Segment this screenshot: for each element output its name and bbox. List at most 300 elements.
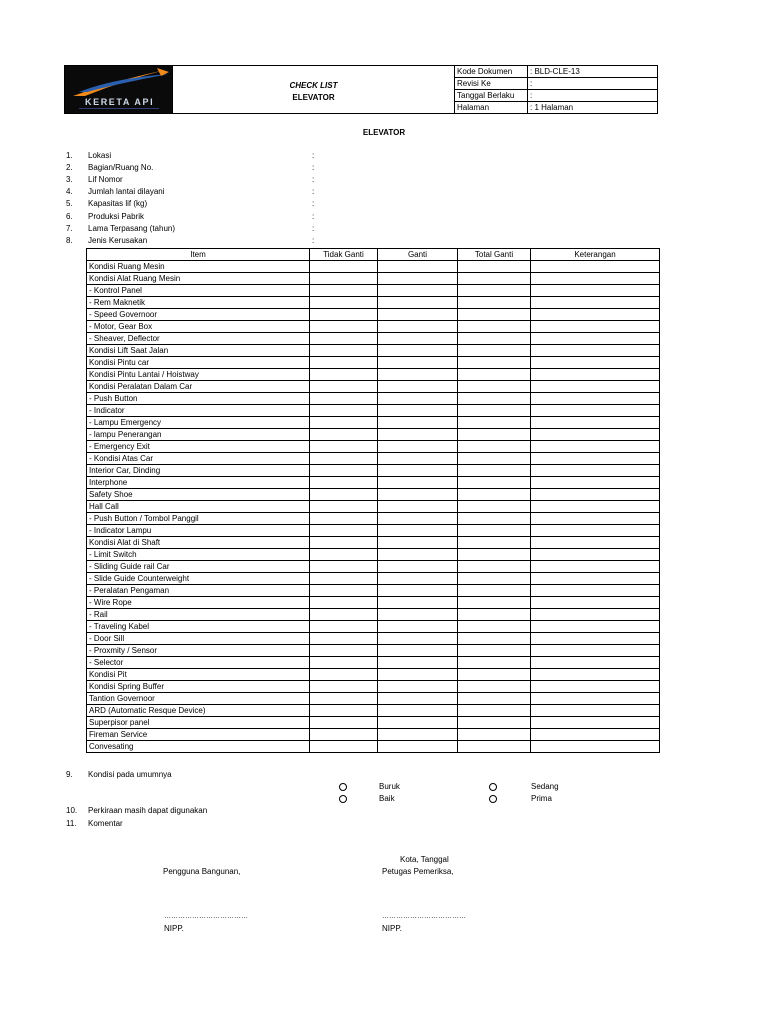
ganti-cell[interactable] <box>378 417 458 429</box>
tidak-ganti-cell[interactable] <box>310 741 378 753</box>
tidak-ganti-cell[interactable] <box>310 369 378 381</box>
keterangan-cell[interactable] <box>531 681 660 693</box>
radio-baik[interactable] <box>339 795 347 803</box>
ganti-cell[interactable] <box>378 465 458 477</box>
radio-label-baik: Baik <box>379 794 395 803</box>
ganti-cell[interactable] <box>378 477 458 489</box>
total-ganti-cell[interactable] <box>458 345 531 357</box>
radio-label-prima: Prima <box>531 794 552 803</box>
total-ganti-cell[interactable] <box>458 705 531 717</box>
ganti-cell[interactable] <box>378 645 458 657</box>
meta-row <box>455 78 658 90</box>
table-row <box>87 417 660 429</box>
total-ganti-cell[interactable] <box>458 285 531 297</box>
tidak-ganti-cell[interactable] <box>310 417 378 429</box>
radio-sedang[interactable] <box>489 783 497 791</box>
ganti-cell[interactable] <box>378 573 458 585</box>
keterangan-cell[interactable] <box>531 561 660 573</box>
item-cell: Kondisi Spring Buffer <box>87 681 310 693</box>
ganti-cell[interactable] <box>378 441 458 453</box>
checklist-table <box>86 248 660 753</box>
doc-title-line2: ELEVATOR <box>292 93 335 102</box>
tidak-ganti-cell[interactable] <box>310 453 378 465</box>
table-row <box>87 729 660 741</box>
field-row <box>66 235 314 247</box>
keterangan-cell[interactable] <box>531 729 660 741</box>
tidak-ganti-cell[interactable] <box>310 381 378 393</box>
document-title-block <box>172 66 455 113</box>
total-ganti-cell[interactable] <box>458 393 531 405</box>
item-cell: Hall Call <box>87 501 310 513</box>
ganti-cell[interactable] <box>378 513 458 525</box>
keterangan-cell[interactable] <box>531 585 660 597</box>
total-ganti-cell[interactable] <box>458 681 531 693</box>
tidak-ganti-cell[interactable] <box>310 285 378 297</box>
meta-value: : BLD-CLE-13 <box>530 67 580 76</box>
meta-value: : <box>530 91 533 100</box>
field-num: 3. <box>66 175 73 185</box>
item-cell: - Speed Governoor <box>87 309 310 321</box>
tidak-ganti-cell[interactable] <box>310 597 378 609</box>
tidak-ganti-cell[interactable] <box>310 477 378 489</box>
meta-key: Halaman <box>455 102 528 114</box>
logo-text: KERETA API <box>85 97 155 107</box>
tidak-ganti-cell[interactable] <box>310 513 378 525</box>
keterangan-cell[interactable] <box>531 357 660 369</box>
field-num: 2. <box>66 163 73 173</box>
field-label: Kapasitas lif (kg) <box>88 199 148 209</box>
total-ganti-cell[interactable] <box>458 669 531 681</box>
item-cell: Kondisi Ruang Mesin <box>87 261 310 273</box>
keterangan-cell[interactable] <box>531 405 660 417</box>
meta-value: : 1 Halaman <box>530 103 574 112</box>
ganti-cell[interactable] <box>378 681 458 693</box>
keterangan-cell[interactable] <box>531 369 660 381</box>
ganti-cell[interactable] <box>378 657 458 669</box>
company-logo <box>65 66 172 113</box>
tidak-ganti-cell[interactable] <box>310 261 378 273</box>
keterangan-cell[interactable] <box>531 513 660 525</box>
tidak-ganti-cell[interactable] <box>310 333 378 345</box>
tidak-ganti-cell[interactable] <box>310 585 378 597</box>
table-row <box>87 429 660 441</box>
col-header-tidak-ganti: Tidak Ganti <box>310 249 378 261</box>
table-row <box>87 381 660 393</box>
ganti-cell[interactable] <box>378 381 458 393</box>
keterangan-cell[interactable] <box>531 273 660 285</box>
total-ganti-cell[interactable] <box>458 537 531 549</box>
keterangan-cell[interactable] <box>531 669 660 681</box>
ganti-cell[interactable] <box>378 561 458 573</box>
item-cell: - Selector <box>87 657 310 669</box>
item-cell: - Kondisi Atas Car <box>87 453 310 465</box>
field-sep: : <box>312 211 315 221</box>
meta-key: Kode Dokumen <box>455 66 528 77</box>
tidak-ganti-cell[interactable] <box>310 525 378 537</box>
item-cell: Kondisi Alat Ruang Mesin <box>87 273 310 285</box>
ganti-cell[interactable] <box>378 669 458 681</box>
total-ganti-cell[interactable] <box>458 333 531 345</box>
keterangan-cell[interactable] <box>531 525 660 537</box>
total-ganti-cell[interactable] <box>458 369 531 381</box>
user-signature-label: Pengguna Bangunan, <box>163 867 241 876</box>
field-label: Lama Terpasang (tahun) <box>88 223 176 233</box>
table-body <box>87 261 660 753</box>
keterangan-cell[interactable] <box>531 573 660 585</box>
total-ganti-cell[interactable] <box>458 729 531 741</box>
table-row <box>87 657 660 669</box>
item-cell: - Push Button <box>87 393 310 405</box>
item-cell: Kondisi Pintu car <box>87 357 310 369</box>
ganti-cell[interactable] <box>378 453 458 465</box>
radio-prima[interactable] <box>489 795 497 803</box>
ganti-cell[interactable] <box>378 261 458 273</box>
table-row <box>87 549 660 561</box>
item-cell: - Lampu Emergency <box>87 417 310 429</box>
logo-underline <box>79 108 159 109</box>
field-row <box>66 198 314 210</box>
field-label: Lokasi <box>88 151 112 160</box>
total-ganti-cell[interactable] <box>458 525 531 537</box>
item-cell: - Kontrol Panel <box>87 285 310 297</box>
field-row <box>66 150 314 162</box>
ganti-cell[interactable] <box>378 633 458 645</box>
item-cell: - Proxmity / Sensor <box>87 645 310 657</box>
ganti-cell[interactable] <box>378 693 458 705</box>
item-cell: - Indicator <box>87 405 310 417</box>
tidak-ganti-cell[interactable] <box>310 717 378 729</box>
tidak-ganti-cell[interactable] <box>310 669 378 681</box>
ganti-cell[interactable] <box>378 321 458 333</box>
tidak-ganti-cell[interactable] <box>310 729 378 741</box>
table-row <box>87 297 660 309</box>
total-ganti-cell[interactable] <box>458 357 531 369</box>
keterangan-cell[interactable] <box>531 309 660 321</box>
tidak-ganti-cell[interactable] <box>310 465 378 477</box>
ganti-cell[interactable] <box>378 717 458 729</box>
col-header-keterangan: Keterangan <box>531 249 660 261</box>
table-row <box>87 609 660 621</box>
user-signature-line: ……………………………… <box>164 913 248 920</box>
total-ganti-cell[interactable] <box>458 741 531 753</box>
ganti-cell[interactable] <box>378 345 458 357</box>
table-row <box>87 717 660 729</box>
col-header-item: Item <box>87 249 310 261</box>
radio-buruk[interactable] <box>339 783 347 791</box>
table-row <box>87 453 660 465</box>
tidak-ganti-cell[interactable] <box>310 501 378 513</box>
total-ganti-cell[interactable] <box>458 657 531 669</box>
item-cell: Fireman Service <box>87 729 310 741</box>
tidak-ganti-cell[interactable] <box>310 633 378 645</box>
total-ganti-cell[interactable] <box>458 717 531 729</box>
ganti-cell[interactable] <box>378 489 458 501</box>
total-ganti-cell[interactable] <box>458 405 531 417</box>
item-cell: Convesating <box>87 741 310 753</box>
item-cell: - Door Sill <box>87 633 310 645</box>
table-row <box>87 321 660 333</box>
ganti-cell[interactable] <box>378 273 458 285</box>
total-ganti-cell[interactable] <box>458 633 531 645</box>
total-ganti-cell[interactable] <box>458 321 531 333</box>
table-row <box>87 537 660 549</box>
item-cell: Kondisi Lift Saat Jalan <box>87 345 310 357</box>
keterangan-cell[interactable] <box>531 501 660 513</box>
tidak-ganti-cell[interactable] <box>310 549 378 561</box>
total-ganti-cell[interactable] <box>458 261 531 273</box>
keterangan-cell[interactable] <box>531 333 660 345</box>
total-ganti-cell[interactable] <box>458 441 531 453</box>
field-row <box>66 223 314 235</box>
keterangan-cell[interactable] <box>531 285 660 297</box>
keterangan-cell[interactable] <box>531 345 660 357</box>
table-row <box>87 369 660 381</box>
tidak-ganti-cell[interactable] <box>310 429 378 441</box>
total-ganti-cell[interactable] <box>458 465 531 477</box>
keterangan-cell[interactable] <box>531 393 660 405</box>
item-cell: Interior Car, Dinding <box>87 465 310 477</box>
total-ganti-cell[interactable] <box>458 693 531 705</box>
item-cell: - Rem Maknetik <box>87 297 310 309</box>
total-ganti-cell[interactable] <box>458 501 531 513</box>
ganti-cell[interactable] <box>378 285 458 297</box>
total-ganti-cell[interactable] <box>458 309 531 321</box>
item-cell: Kondisi Pintu Lantai / Hoistway <box>87 369 310 381</box>
keterangan-cell[interactable] <box>531 549 660 561</box>
keterangan-cell[interactable] <box>531 633 660 645</box>
keterangan-cell[interactable] <box>531 645 660 657</box>
keterangan-cell[interactable] <box>531 717 660 729</box>
tidak-ganti-cell[interactable] <box>310 681 378 693</box>
tidak-ganti-cell[interactable] <box>310 609 378 621</box>
table-row <box>87 585 660 597</box>
total-ganti-cell[interactable] <box>458 477 531 489</box>
col-header-total-ganti: Total Ganti <box>458 249 531 261</box>
meta-key: Revisi Ke <box>455 78 528 89</box>
comment-number: 11. <box>66 819 77 828</box>
field-row <box>66 211 314 223</box>
table-row <box>87 393 660 405</box>
item-cell: - Sliding Guide rail Car <box>87 561 310 573</box>
table-row <box>87 741 660 753</box>
meta-row <box>455 66 658 78</box>
item-cell: - Wire Rope <box>87 597 310 609</box>
ganti-cell[interactable] <box>378 333 458 345</box>
item-cell: - Peralatan Pengaman <box>87 585 310 597</box>
ganti-cell[interactable] <box>378 705 458 717</box>
total-ganti-cell[interactable] <box>458 585 531 597</box>
field-row <box>66 162 314 174</box>
table-row <box>87 501 660 513</box>
tidak-ganti-cell[interactable] <box>310 621 378 633</box>
keterangan-cell[interactable] <box>531 537 660 549</box>
total-ganti-cell[interactable] <box>458 381 531 393</box>
user-nipp: NIPP. <box>164 924 184 933</box>
ganti-cell[interactable] <box>378 309 458 321</box>
ganti-cell[interactable] <box>378 393 458 405</box>
item-cell: - Sheaver, Deflector <box>87 333 310 345</box>
ganti-cell[interactable] <box>378 741 458 753</box>
condition-label: Kondisi pada umumnya <box>88 770 172 779</box>
table-row <box>87 273 660 285</box>
table-row <box>87 285 660 297</box>
tidak-ganti-cell[interactable] <box>310 441 378 453</box>
item-cell: - Slide Guide Counterweight <box>87 573 310 585</box>
doc-title-line1: CHECK LIST <box>289 81 338 90</box>
keterangan-cell[interactable] <box>531 609 660 621</box>
ganti-cell[interactable] <box>378 405 458 417</box>
tidak-ganti-cell[interactable] <box>310 321 378 333</box>
keterangan-cell[interactable] <box>531 417 660 429</box>
ganti-cell[interactable] <box>378 369 458 381</box>
field-sep: : <box>312 163 315 173</box>
item-cell: - Traveling Kabel <box>87 621 310 633</box>
table-row <box>87 621 660 633</box>
ganti-cell[interactable] <box>378 525 458 537</box>
keterangan-cell[interactable] <box>531 477 660 489</box>
keterangan-cell[interactable] <box>531 705 660 717</box>
item-cell: - Emergency Exit <box>87 441 310 453</box>
keterangan-cell[interactable] <box>531 621 660 633</box>
ganti-cell[interactable] <box>378 585 458 597</box>
field-num: 8. <box>66 235 73 245</box>
tidak-ganti-cell[interactable] <box>310 309 378 321</box>
ganti-cell[interactable] <box>378 537 458 549</box>
field-num: 4. <box>66 187 73 197</box>
tidak-ganti-cell[interactable] <box>310 345 378 357</box>
meta-row <box>455 90 658 102</box>
field-sep: : <box>312 235 315 245</box>
item-cell: Kondisi Peralatan Dalam Car <box>87 381 310 393</box>
table-row <box>87 333 660 345</box>
ganti-cell[interactable] <box>378 549 458 561</box>
total-ganti-cell[interactable] <box>458 549 531 561</box>
field-sep: : <box>312 199 315 209</box>
field-label: Produksi Pabrik <box>88 211 145 221</box>
item-cell: ARD (Automatic Resque Device) <box>87 705 310 717</box>
item-cell: Tantion Governoor <box>87 693 310 705</box>
item-cell: - Push Button / Tombol Panggil <box>87 513 310 525</box>
tidak-ganti-cell[interactable] <box>310 705 378 717</box>
total-ganti-cell[interactable] <box>458 273 531 285</box>
tidak-ganti-cell[interactable] <box>310 393 378 405</box>
field-sep: : <box>312 223 315 233</box>
field-num: 6. <box>66 211 73 221</box>
keterangan-cell[interactable] <box>531 657 660 669</box>
tidak-ganti-cell[interactable] <box>310 573 378 585</box>
item-cell: - Rail <box>87 609 310 621</box>
table-row <box>87 681 660 693</box>
tidak-ganti-cell[interactable] <box>310 297 378 309</box>
total-ganti-cell[interactable] <box>458 489 531 501</box>
ganti-cell[interactable] <box>378 357 458 369</box>
col-header-ganti: Ganti <box>378 249 458 261</box>
tidak-ganti-cell[interactable] <box>310 489 378 501</box>
field-num: 7. <box>66 223 73 233</box>
city-date: Kota, Tanggal <box>400 855 449 864</box>
field-row <box>66 186 314 198</box>
ganti-cell[interactable] <box>378 597 458 609</box>
meta-value: : <box>530 79 533 88</box>
ganti-cell[interactable] <box>378 609 458 621</box>
table-row <box>87 693 660 705</box>
document-meta-table <box>455 66 658 114</box>
inspector-signature-label: Petugas Pemeriksa, <box>382 867 454 876</box>
keterangan-cell[interactable] <box>531 597 660 609</box>
table-row <box>87 357 660 369</box>
keterangan-cell[interactable] <box>531 465 660 477</box>
table-header-row <box>87 249 660 261</box>
keterangan-cell[interactable] <box>531 381 660 393</box>
item-cell: Safety Shoe <box>87 489 310 501</box>
item-cell: - Indicator Lampu <box>87 525 310 537</box>
table-row <box>87 705 660 717</box>
inspector-nipp: NIPP. <box>382 924 402 933</box>
table-row <box>87 669 660 681</box>
tidak-ganti-cell[interactable] <box>310 273 378 285</box>
keterangan-cell[interactable] <box>531 321 660 333</box>
field-num: 5. <box>66 199 73 209</box>
field-num: 1. <box>66 151 73 160</box>
keterangan-cell[interactable] <box>531 429 660 441</box>
keterangan-cell[interactable] <box>531 453 660 465</box>
table-row <box>87 561 660 573</box>
field-label: Jumlah lantai dilayani <box>88 187 165 197</box>
ganti-cell[interactable] <box>378 297 458 309</box>
tidak-ganti-cell[interactable] <box>310 693 378 705</box>
keterangan-cell[interactable] <box>531 441 660 453</box>
tidak-ganti-cell[interactable] <box>310 357 378 369</box>
ganti-cell[interactable] <box>378 729 458 741</box>
keterangan-cell[interactable] <box>531 261 660 273</box>
item-cell: Kondisi Pit <box>87 669 310 681</box>
total-ganti-cell[interactable] <box>458 429 531 441</box>
tidak-ganti-cell[interactable] <box>310 561 378 573</box>
keterangan-cell[interactable] <box>531 693 660 705</box>
total-ganti-cell[interactable] <box>458 645 531 657</box>
ganti-cell[interactable] <box>378 429 458 441</box>
total-ganti-cell[interactable] <box>458 453 531 465</box>
total-ganti-cell[interactable] <box>458 621 531 633</box>
table-row <box>87 405 660 417</box>
radio-label-buruk: Buruk <box>379 782 400 791</box>
condition-number: 9. <box>66 770 73 779</box>
tidak-ganti-cell[interactable] <box>310 405 378 417</box>
total-ganti-cell[interactable] <box>458 417 531 429</box>
ganti-cell[interactable] <box>378 501 458 513</box>
keterangan-cell[interactable] <box>531 297 660 309</box>
field-sep: : <box>312 151 315 160</box>
total-ganti-cell[interactable] <box>458 513 531 525</box>
tidak-ganti-cell[interactable] <box>310 657 378 669</box>
total-ganti-cell[interactable] <box>458 561 531 573</box>
keterangan-cell[interactable] <box>531 489 660 501</box>
table-row <box>87 261 660 273</box>
total-ganti-cell[interactable] <box>458 573 531 585</box>
total-ganti-cell[interactable] <box>458 609 531 621</box>
keterangan-cell[interactable] <box>531 741 660 753</box>
table-row <box>87 309 660 321</box>
item-cell: - Motor, Gear Box <box>87 321 310 333</box>
ganti-cell[interactable] <box>378 621 458 633</box>
total-ganti-cell[interactable] <box>458 297 531 309</box>
inspector-signature-line: ……………………………… <box>382 913 466 920</box>
total-ganti-cell[interactable] <box>458 597 531 609</box>
item-cell: - Limit Switch <box>87 549 310 561</box>
tidak-ganti-cell[interactable] <box>310 537 378 549</box>
meta-row <box>455 102 658 114</box>
tidak-ganti-cell[interactable] <box>310 645 378 657</box>
